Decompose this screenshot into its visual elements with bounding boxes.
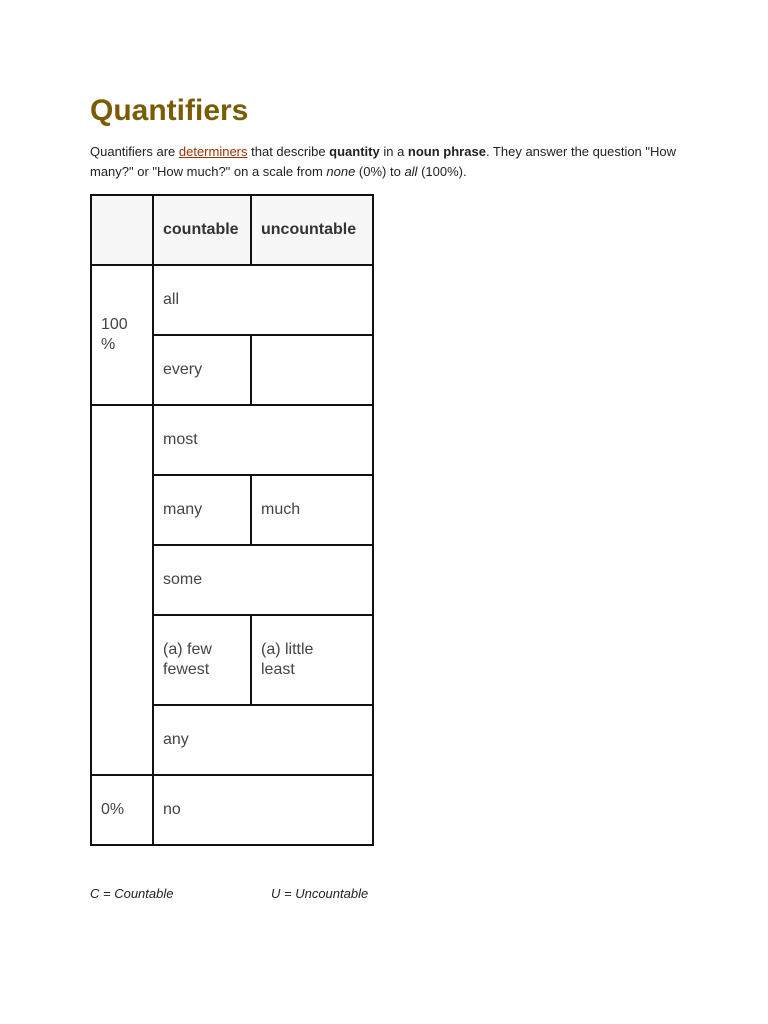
cell-no: no (153, 775, 373, 845)
intro-text: in a (379, 144, 408, 159)
percent-100-label: 100 % (101, 316, 128, 353)
cell-few (153, 615, 251, 705)
quantifiers-table (90, 194, 374, 846)
cell-few-text: (a) few fewest (163, 641, 212, 678)
cell-any: any (153, 705, 373, 775)
intro-paragraph (90, 142, 700, 182)
intro-text: . They answer the question "How many?" or "How much?" on a scale from (90, 144, 677, 179)
page-title: Quantifiers (90, 94, 249, 127)
intro-text: that describe (247, 144, 330, 159)
percent-100-cell (91, 265, 153, 405)
cell-little (251, 615, 373, 705)
percent-middle-cell (91, 405, 153, 775)
empty-header-cell (91, 195, 153, 265)
intro-italic: all (404, 164, 418, 179)
legend-uncountable: U = Uncountable (271, 886, 369, 901)
cell-every: every (153, 335, 251, 405)
header-uncountable: uncountable (251, 195, 373, 265)
table-row (91, 775, 373, 845)
header-countable: countable (153, 195, 251, 265)
table-header-row (91, 195, 373, 265)
intro-bold: noun phrase (407, 144, 486, 159)
intro-text: (0%) to (355, 164, 405, 179)
cell-all: all (153, 265, 373, 335)
cell-empty (251, 335, 373, 405)
table-row (91, 265, 373, 335)
cell-most: most (153, 405, 373, 475)
intro-text: (100%). (417, 164, 467, 179)
legend-countable: C = Countable (90, 886, 174, 901)
intro-bold: quantity (329, 144, 380, 159)
cell-many: many (153, 475, 251, 545)
percent-0-cell: 0% (91, 775, 153, 845)
cell-much: much (251, 475, 373, 545)
intro-text: Quantifiers are (90, 144, 179, 159)
cell-some: some (153, 545, 373, 615)
determiners-link[interactable]: determiners (178, 144, 248, 159)
intro-italic: none (326, 164, 356, 179)
cell-little-text: (a) little least (261, 641, 314, 678)
table-row (91, 405, 373, 475)
